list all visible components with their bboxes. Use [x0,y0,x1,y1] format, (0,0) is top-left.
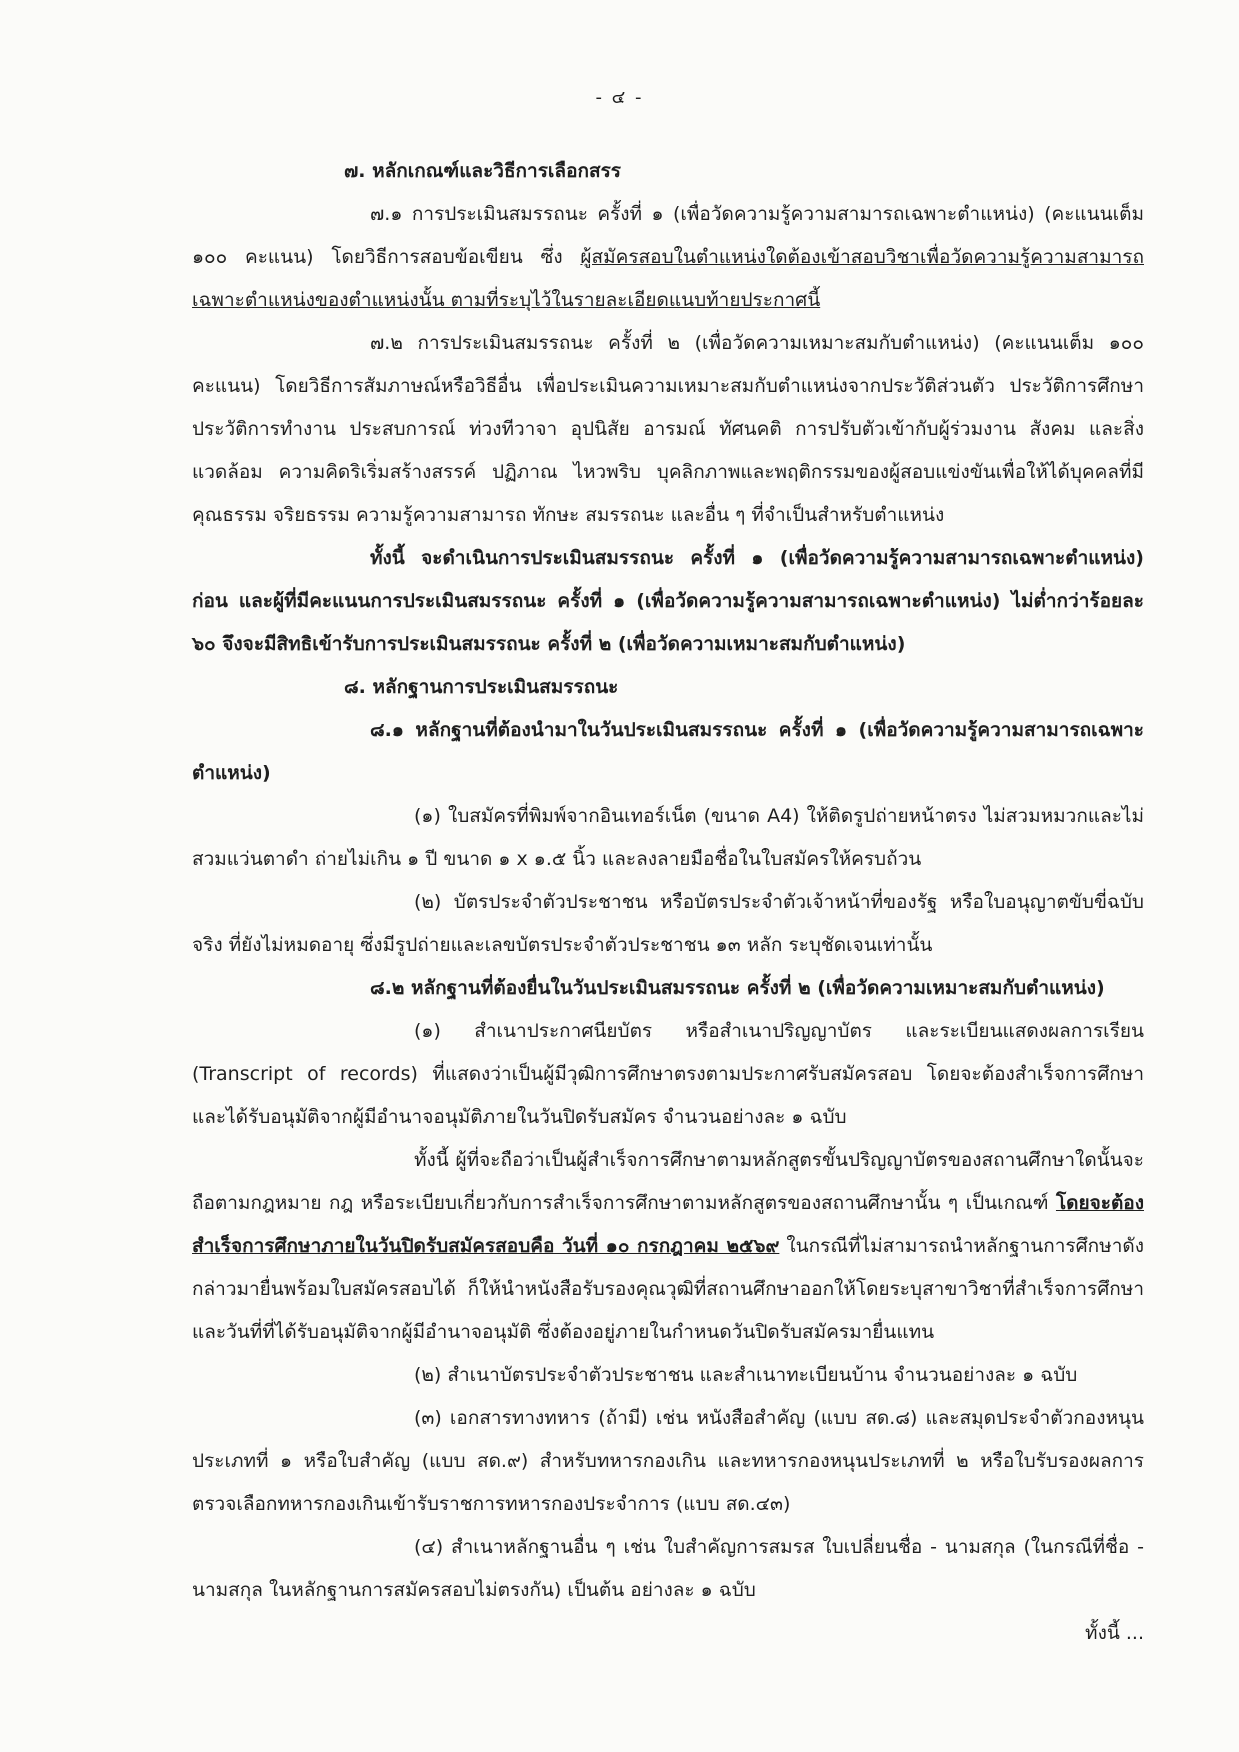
section-8-2-item-4: (๔) สำเนาหลักฐานอื่น ๆ เช่น ใบสำคัญการสมรส ใบเปลี่ยนชื่อ - นามสกุล (ในกรณีที่ชื่อ - นามสกุล ในหลักฐานการสมัครสอบไม่ตรงกัน) เป็นต้น อย่างละ ๑ ฉบับ [192,1536,1144,1601]
section-7-1-underlined: ผู้สมัครสอบในตำแหน่งใดต้องเข้าสอบวิชาเพื่อวัดความรู้ความสามารถเฉพาะตำแหน่งของตำแหน่งนั้น ตามที่ระบุไว้ในรายละเอียดแนบท้ายประกาศนี้ [192,246,1144,311]
section-8-2-note-text: ทั้งนี้ ผู้ที่จะถือว่าเป็นผู้สำเร็จการศึกษาตามหลักสูตรขั้นปริญญาบัตรของสถานศึกษาใดนั้นจะถือตามกฎหมาย กฎ หรือระเบียบเกี่ยวกับการสำเร็จการศึกษาตามหลักสูตรของสถานศึกษานั้น ๆ เป็นเกณฑ์ [192,1149,1144,1214]
section-8-2-note-rest: ในกรณีที่ไม่สามารถนำหลักฐานการศึกษาดังกล่าวมายื่นพร้อมใบสมัครสอบได้ ก็ให้นำหนังสือรับรองคุณวุฒิที่สถานศึกษาออกให้โดยระบุสาขาวิชาที่สำเร็จการศึกษาและวันที่ที่ได้รับอนุมัติจากผู้มีอำนาจอนุมัติ ซึ่งต้องอยู่ภายในกำหนดวันปิดรับสมัครมายื่นแทน [192,1235,1144,1343]
section-7-1-text: ๗.๑ การประเมินสมรรถนะ ครั้งที่ ๑ (เพื่อวัดความรู้ความสามารถเฉพาะตำแหน่ง) (คะแนนเต็ม ๑๐๐ คะแนน) โดยวิธีการสอบข้อเขียน ซึ่ง [192,203,1144,268]
section-8-2-item-2: (๒) สำเนาบัตรประจำตัวประชาชน และสำเนาทะเบียนบ้าน จำนวนอย่างละ ๑ ฉบับ [414,1364,1078,1386]
section-7-heading: ๗. หลักเกณฑ์และวิธีการเลือกสรร [344,160,621,182]
section-8-2-item-3: (๓) เอกสารทางทหาร (ถ้ามี) เช่น หนังสือสำคัญ (แบบ สด.๘) และสมุดประจำตัวกองหนุนประเภทที่ ๑ หรือใบสำคัญ (แบบ สด.๙) สำหรับทหารกองเกิน และทหารกองหนุนประเภทที่ ๒ หรือใบรับรองผลการตรวจเลือกทหารกองเกินเข้ารับราชการทหารกองประจำการ (แบบ สด.๔๓) [192,1407,1144,1515]
page-number: - ๔ - [595,87,644,108]
section-8-2-note [192,1139,1144,1354]
section-8-1-item-1: (๑) ใบสมัครที่พิมพ์จากอินเทอร์เน็ต (ขนาด A4) ให้ติดรูปถ่ายหน้าตรง ไม่สวมหมวกและไม่สวมแว่นตาดำ ถ่ายไม่เกิน ๑ ปี ขนาด ๑ x ๑.๕ นิ้ว และลงลายมือชื่อในใบสมัครให้ครบถ้วน [192,805,1144,870]
section-7-2-paragraph: ๗.๒ การประเมินสมรรถนะ ครั้งที่ ๒ (เพื่อวัดความเหมาะสมกับตำแหน่ง) (คะแนนเต็ม ๑๐๐ คะแนน) โดยวิธีการสัมภาษณ์หรือวิธีอื่น เพื่อประเมินความเหมาะสมกับตำแหน่งจากประวัติส่วนตัว ประวัติการศึกษา ประวัติการทำงาน ประสบการณ์ ท่วงทีวาจา อุปนิสัย อารมณ์ ทัศนคติ การปรับตัวเข้ากับผู้ร่วมงาน สังคม และสิ่งแวดล้อม ความคิดริเริ่มสร้างสรรค์ ปฏิภาณ ไหวพริบ บุคลิกภาพและพฤติกรรมของผู้สอบแข่งขันเพื่อให้ได้บุคคลที่มีคุณธรรม จริยธรรม ความรู้ความสามารถ ทักษะ สมรรถนะ และอื่น ๆ ที่จำเป็นสำหรับตำแหน่ง [192,332,1144,526]
section-8-2-item-1: (๑) สำเนาประกาศนียบัตร หรือสำเนาปริญญาบัตร และระเบียนแสดงผลการเรียน (Transcript of records) ที่แสดงว่าเป็นผู้มีวุฒิการศึกษาตรงตามประกาศรับสมัครสอบ โดยจะต้องสำเร็จการศึกษาและได้รับอนุมัติจากผู้มีอำนาจอนุมัติภายในวันปิดรับสมัคร จำนวนอย่างละ ๑ ฉบับ [192,1020,1144,1128]
section-8-2-note-deadline: โดยจะต้องสำเร็จการศึกษาภายในวันปิดรับสมัครสอบคือ วันที่ ๑๐ กรกฎาคม ๒๕๖๙ [192,1192,1144,1257]
document-body [192,150,1144,1655]
section-7-1-paragraph [192,193,1144,322]
section-8-heading: ๘. หลักฐานการประเมินสมรรถนะ [344,676,619,698]
section-8-1-item-2: (๒) บัตรประจำตัวประชาชน หรือบัตรประจำตัวเจ้าหน้าที่ของรัฐ หรือใบอนุญาตขับขี่ฉบับจริง ที่ยังไม่หมดอายุ ซึ่งมีรูปถ่ายและเลขบัตรประจำตัวประชาชน ๑๓ หลัก ระบุชัดเจนเท่านั้น [192,891,1144,956]
section-8-1-heading: ๘.๑ หลักฐานที่ต้องนำมาในวันประเมินสมรรถนะ ครั้งที่ ๑ (เพื่อวัดความรู้ความสามารถเฉพาะตำแหน่ง) [192,719,1144,784]
section-8-2-heading: ๘.๒ หลักฐานที่ต้องยื่นในวันประเมินสมรรถนะ ครั้งที่ ๒ (เพื่อวัดความเหมาะสมกับตำแหน่ง) [370,977,1105,999]
continuation-marker: ทั้งนี้ ... [1085,1622,1144,1644]
section-7-note-paragraph: ทั้งนี้ จะดำเนินการประเมินสมรรถนะ ครั้งที่ ๑ (เพื่อวัดความรู้ความสามารถเฉพาะตำแหน่ง) ก่อน และผู้ที่มีคะแนนการประเมินสมรรถนะ ครั้งที่ ๑ (เพื่อวัดความรู้ความสามารถเฉพาะตำแหน่ง) ไม่ต่ำกว่าร้อยละ ๖๐ จึงจะมีสิทธิเข้ารับการประเมินสมรรถนะ ครั้งที่ ๒ (เพื่อวัดความเหมาะสมกับตำแหน่ง) [192,547,1144,655]
